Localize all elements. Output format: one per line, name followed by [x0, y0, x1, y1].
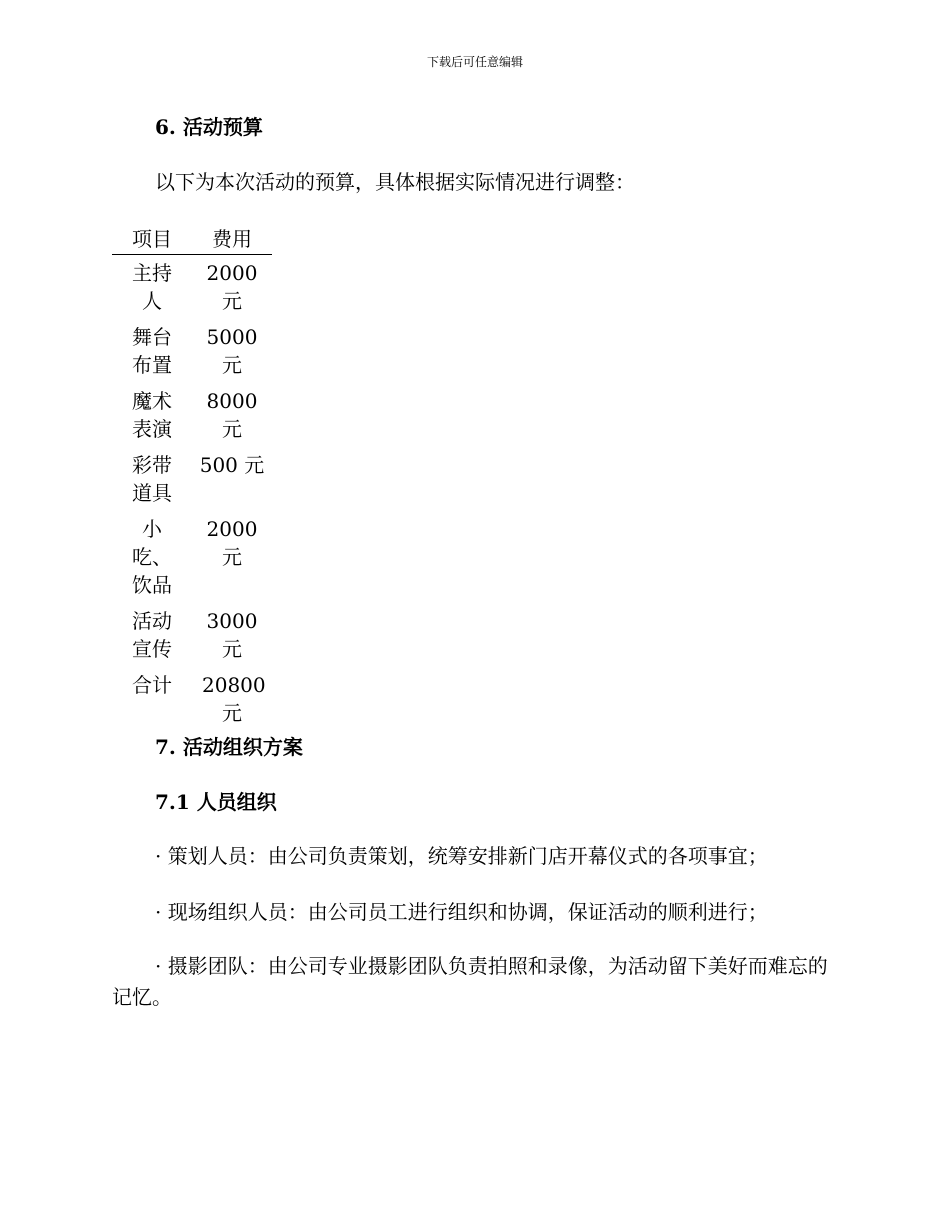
row-cost-host: 2000元 [206, 261, 258, 313]
subsection-7-1-heading: 7.1 人员组织 [155, 790, 277, 814]
table-row [112, 603, 272, 667]
row-item-stage: 舞台布置 [132, 325, 172, 377]
table-row [112, 447, 272, 511]
section-7-heading: 7. 活动组织方案 [155, 735, 303, 759]
budget-table [112, 224, 272, 731]
staff-item-planning: · 策划人员：由公司负责策划，统筹安排新门店开幕仪式的各项事宜； [155, 844, 768, 868]
row-cost-stage: 5000元 [206, 325, 258, 377]
staff-item-photography: · 摄影团队：由公司专业摄影团队负责拍照和录像，为活动留下美好而难忘的记忆。 [112, 954, 828, 1009]
staff-item-onsite: · 现场组织人员：由公司员工进行组织和协调，保证活动的顺利进行； [155, 900, 768, 924]
table-header-row [112, 224, 272, 255]
table-row [112, 667, 272, 731]
table-row [112, 319, 272, 383]
row-cost-snacks: 2000元 [206, 517, 258, 569]
table-row [112, 383, 272, 447]
row-item-total: 合计 [132, 673, 172, 697]
section-6-heading: 6. 活动预算 [155, 115, 263, 139]
page-header-note: 下载后可任意编辑 [426, 55, 523, 69]
column-header-cost: 费用 [192, 224, 272, 255]
budget-intro-paragraph: 以下为本次活动的预算，具体根据实际情况进行调整： [155, 170, 635, 194]
row-item-magic: 魔术表演 [132, 389, 172, 441]
row-cost-promotion: 3000元 [206, 609, 258, 661]
row-item-host: 主持人 [132, 261, 172, 313]
row-item-promotion: 活动宣传 [132, 609, 172, 661]
row-cost-props: 500 元 [199, 453, 265, 477]
row-item-props: 彩带道具 [132, 453, 172, 505]
table-row [112, 511, 272, 603]
row-item-snacks: 小吃、饮品 [132, 517, 172, 597]
row-cost-magic: 8000元 [206, 389, 258, 441]
table-row [112, 255, 272, 320]
row-cost-total: 20800元 [202, 673, 266, 725]
column-header-item: 项目 [112, 224, 192, 255]
